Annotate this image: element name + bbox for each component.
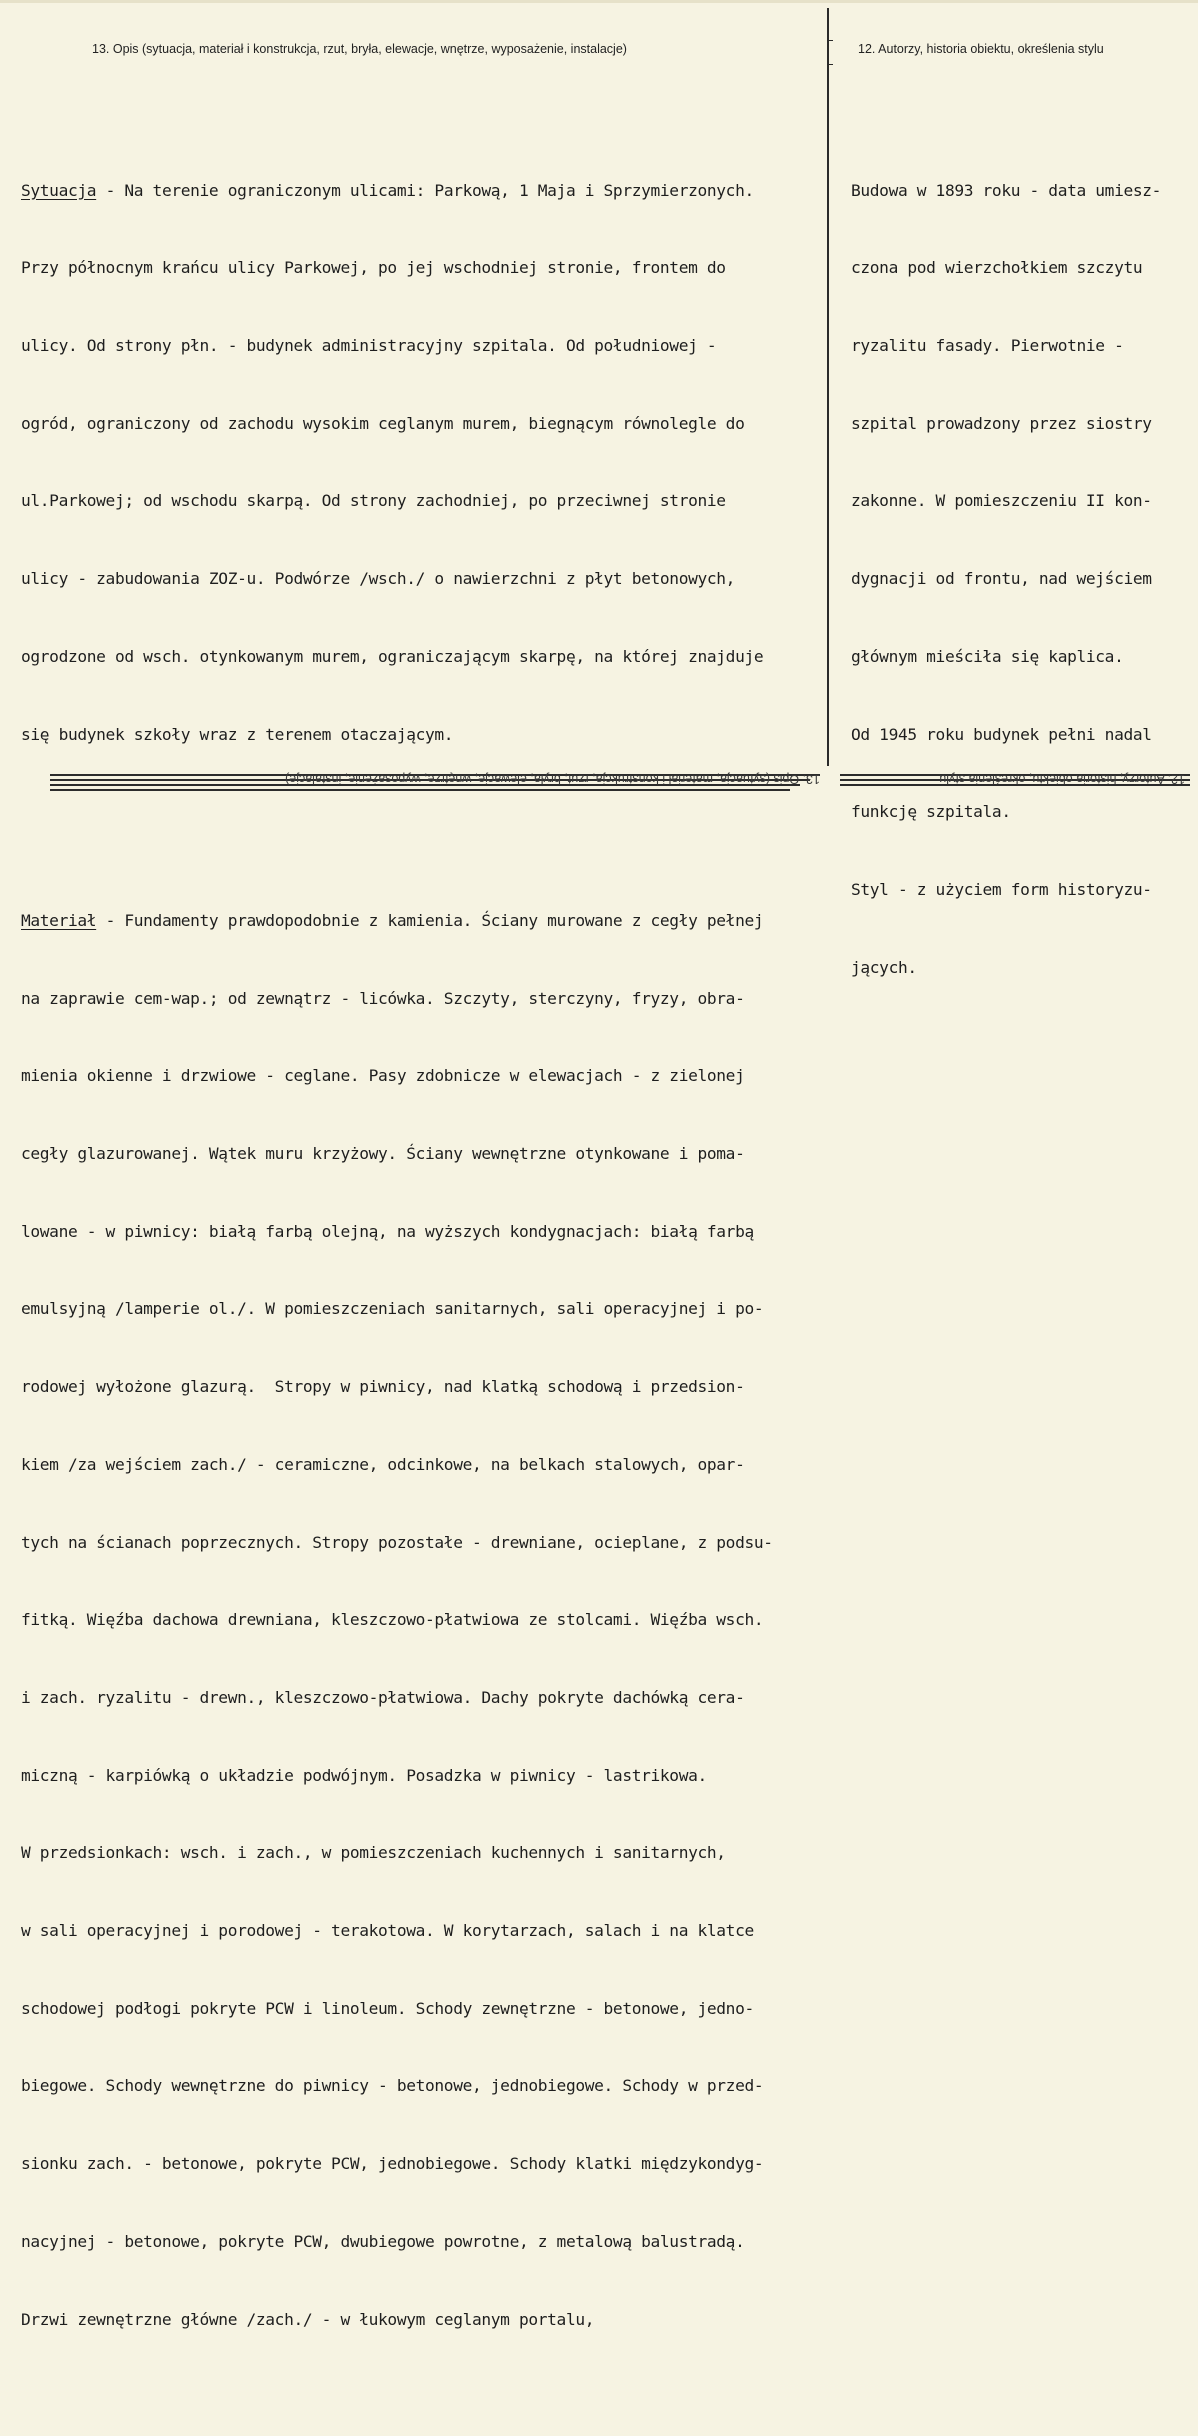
text-line: miczną - karpiówką o układzie podwójnym. Posadzka w piwnicy - lastrikowa. bbox=[21, 1765, 707, 1785]
text-line: Drzwi zewnętrzne główne /zach./ - w łukowym ceglanym portalu, bbox=[21, 2309, 595, 2329]
text-line: nacyjnej - betonowe, pokryte PCW, dwubiegowe powrotne, z metalową balustradą. bbox=[21, 2231, 745, 2251]
text-line: w sali operacyjnej i porodowej - terakotowa. W korytarzach, salach i na klatce bbox=[21, 1921, 754, 1941]
text-line: ogród, ograniczony od zachodu wysokim ceglanym murem, biegnącym równolegle do bbox=[21, 413, 745, 433]
text-line: i zach. ryzalitu - drewn., kleszczowo-płatwiowa. Dachy pokryte dachówką cera- bbox=[21, 1687, 745, 1707]
text-line: szpital prowadzony przez siostry bbox=[851, 413, 1152, 433]
text-line: ulicy. Od strony płn. - budynek administracyjny szpitala. Od południowej - bbox=[21, 336, 717, 356]
section-12-header: 12. Autorzy, historia obiektu, określenia stylu bbox=[858, 42, 1104, 56]
text-line: kiem /za wejściem zach./ - ceramiczne, odcinkowe, na belkach stalowych, opar- bbox=[21, 1454, 745, 1474]
text-line: mienia okienne i drzwiowe - ceglane. Pasy zdobnicze w elewacjach - z zielonej bbox=[21, 1066, 745, 1086]
material-label: Materiał bbox=[21, 910, 97, 930]
text-line: ogrodzone od wsch. otynkowanym murem, ograniczającym skarpę, na której znajduje bbox=[21, 646, 764, 666]
text-line: schodowej podłogi pokryte PCW i linoleum. Schody zewnętrzne - betonowe, jedno- bbox=[21, 1998, 754, 2018]
material-paragraph bbox=[21, 856, 827, 2384]
text-line: na zaprawie cem-wap.; od zewnątrz - licówka. Szczyty, sterczyny, fryzy, obra- bbox=[21, 988, 745, 1008]
text-line: funkcję szpitala. bbox=[851, 802, 1011, 822]
text-line: biegowe. Schody wewnętrzne do piwnicy - betonowe, jednobiegowe. Schody w przed- bbox=[21, 2076, 764, 2096]
text-line: ul.Parkowej; od wschodu skarpą. Od strony zachodniej, po przeciwnej stronie bbox=[21, 491, 726, 511]
description-column bbox=[21, 74, 827, 2436]
situation-paragraph bbox=[21, 126, 827, 799]
column-divider bbox=[827, 8, 829, 766]
text-line: ulicy - zabudowania ZOZ-u. Podwórze /wsch./ o nawierzchni z płyt betonowych, bbox=[21, 569, 736, 589]
text-line: fitką. Więźba dachowa drewniana, kleszczowo-płatwiowa ze stolcami. Więźba wsch. bbox=[21, 1610, 764, 1630]
text-line: W przedsionkach: wsch. i zach., w pomieszczeniach kuchennych i sanitarnych, bbox=[21, 1843, 726, 1863]
text-line: sionku zach. - betonowe, pokryte PCW, jednobiegowe. Schody klatki międzykondyg- bbox=[21, 2154, 764, 2174]
text-line: Przy północnym krańcu ulicy Parkowej, po jej wschodniej stronie, frontem do bbox=[21, 258, 726, 278]
history-paragraph bbox=[851, 126, 1181, 1033]
card-top-edge bbox=[0, 0, 1198, 3]
section-13-header: 13. Opis (sytuacja, materiał i konstrukcja, rzut, bryła, elewacje, wnętrze, wyposażenie, instalacje) bbox=[92, 42, 627, 56]
text-line: ryzalitu fasady. Pierwotnie - bbox=[851, 336, 1124, 356]
text-line: czona pod wierzchołkiem szczytu bbox=[851, 258, 1143, 278]
text-line: Budowa w 1893 roku - data umiesz- bbox=[851, 180, 1162, 200]
text-line: Materiał - Fundamenty prawdopodobnie z kamienia. Ściany murowane z cegły pełnej bbox=[21, 910, 764, 930]
text-line: rodowej wyłożone glazurą. Stropy w piwnicy, nad klatką schodową i przedsion- bbox=[21, 1377, 745, 1397]
text-line: lowane - w piwnicy: białą farbą olejną, na wyższych kondygnacjach: białą farbą bbox=[21, 1221, 754, 1241]
history-column bbox=[851, 74, 1181, 1084]
text-line: cegły glazurowanej. Wątek muru krzyżowy. Ściany wewnętrzne otynkowane i poma- bbox=[21, 1143, 745, 1163]
text-line: Od 1945 roku budynek pełni nadal bbox=[851, 724, 1152, 744]
divider-tick bbox=[828, 40, 833, 41]
footer-rule bbox=[50, 789, 790, 791]
situation-label: Sytuacja bbox=[21, 180, 97, 200]
text-line: zakonne. W pomieszczeniu II kon- bbox=[851, 491, 1152, 511]
text-line: Sytuacja - Na terenie ograniczonym ulicami: Parkową, 1 Maja i Sprzymierzonych. bbox=[21, 180, 754, 200]
text-line: emulsyjną /lamperie ol./. W pomieszczeniach sanitarnych, sali operacyjnej i po- bbox=[21, 1299, 764, 1319]
mirrored-section-12-header: 12. Autorzy, historia obiektu, określenia stylu bbox=[939, 772, 1185, 786]
divider-tick bbox=[828, 64, 833, 65]
text-line: jących. bbox=[851, 957, 917, 977]
text-line: głównym mieściła się kaplica. bbox=[851, 646, 1124, 666]
text-line: tych na ścianach poprzecznych. Stropy pozostałe - drewniane, ocieplane, z podsu- bbox=[21, 1532, 773, 1552]
text-line: się budynek szkoły wraz z terenem otaczającym. bbox=[21, 724, 454, 744]
mirrored-section-13-header: 13. Opis (sytuacja, materiał i konstrukcja, rzut, bryła, elewacje, wnętrze, wyposażenie, instalacje) bbox=[285, 772, 820, 786]
text-line: Styl - z użyciem form historyzu- bbox=[851, 879, 1152, 899]
text-line: dygnacji od frontu, nad wejściem bbox=[851, 569, 1152, 589]
